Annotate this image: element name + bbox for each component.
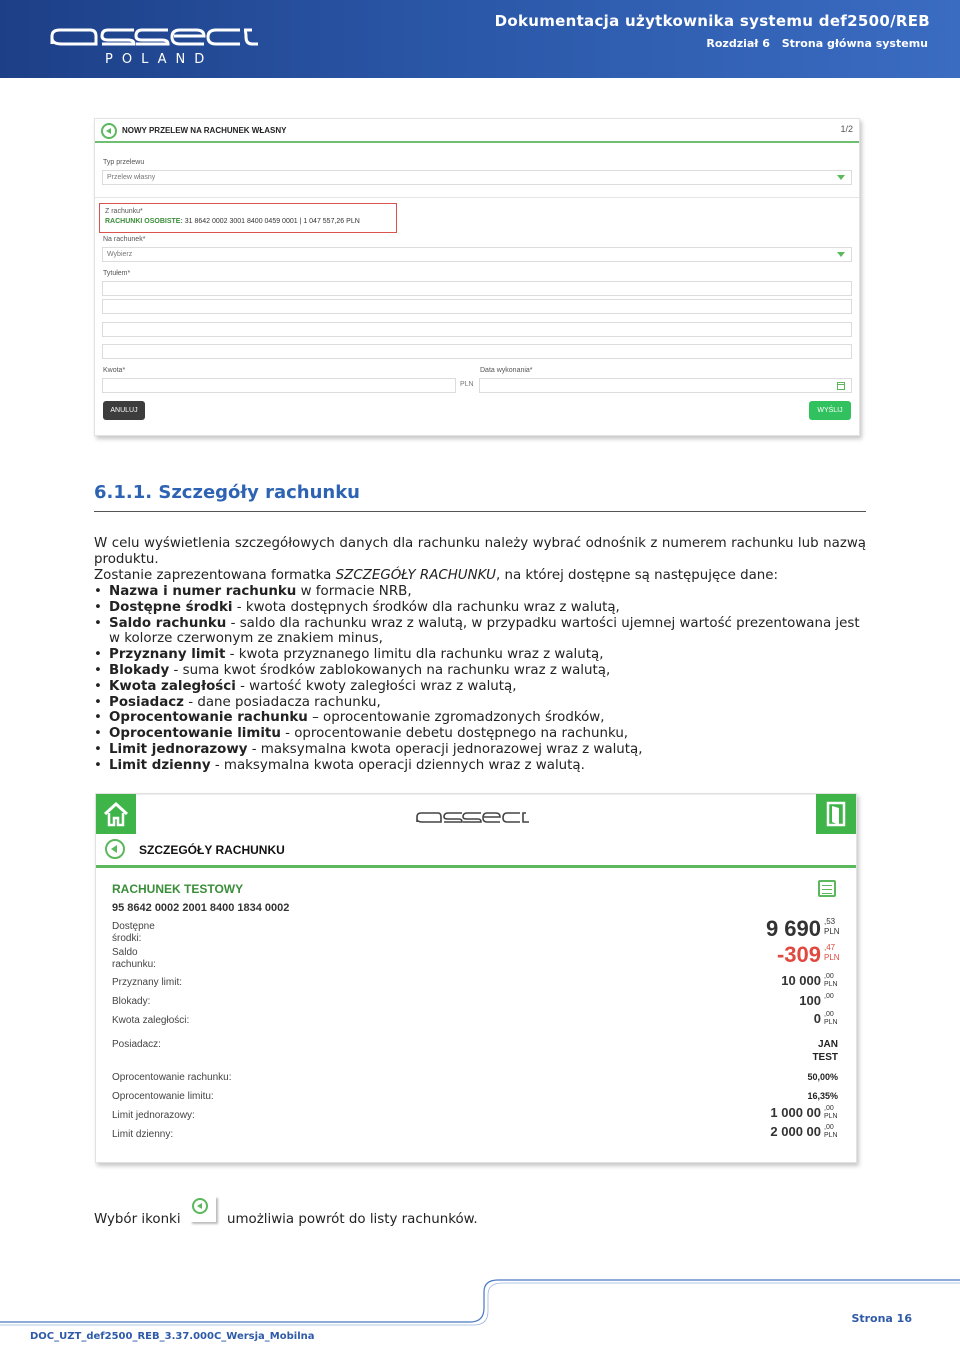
to-account-label: Na rachunek* (103, 236, 146, 243)
amount-int: 9 690 (765, 916, 821, 941)
list-item (94, 695, 866, 711)
list-item (94, 758, 866, 774)
account-number: 95 8642 0002 2001 8400 1834 0002 (112, 902, 290, 914)
amount-currency: PLN (460, 381, 474, 388)
back-icon (192, 1198, 208, 1214)
cancel-button[interactable]: ANULUJ (103, 401, 145, 420)
item-term: Limit dzienny (109, 757, 211, 773)
amount-dec-wrap (824, 1011, 838, 1027)
available-label: Dostępne środki: (112, 921, 155, 944)
amount-dec: ,53 (824, 917, 836, 926)
item-term: Przyznany limit (109, 647, 226, 663)
item-term: Dostępne środki (109, 599, 233, 615)
interest-account-value: 50,00% (807, 1072, 838, 1082)
list-item (94, 600, 866, 616)
amount-int: -309 (776, 942, 821, 967)
footer-curve (0, 1270, 960, 1330)
account-name-link[interactable]: RACHUNEK TESTOWY (112, 882, 244, 896)
amount-currency: PLN (824, 927, 840, 936)
item-term: Saldo rachunku (109, 615, 227, 631)
chapter-info (706, 37, 928, 50)
arrears-amount (814, 1011, 838, 1029)
title-input-4[interactable] (102, 344, 852, 359)
calendar-icon[interactable] (837, 382, 845, 390)
transfer-type-label: Typ przelewu (103, 159, 145, 166)
amount-dec: ,00 (824, 1011, 834, 1018)
page-header (0, 0, 960, 78)
balance-amount (777, 943, 838, 967)
chapter-title: Strona główna systemu (781, 37, 928, 50)
send-button[interactable]: WYŚLIJ (809, 401, 851, 420)
list-item (94, 679, 866, 695)
list-item (94, 742, 866, 758)
item-term: Limit jednorazowy (109, 741, 248, 757)
item-desc: - maksymalna kwota operacji jednorazowej wraz z walutą, (247, 741, 643, 757)
blocks-label: Blokady: (112, 996, 151, 1007)
from-account-box[interactable] (99, 203, 397, 233)
from-account-label: Z rachunku* (105, 208, 143, 215)
amount-input[interactable] (102, 378, 456, 393)
page-number: Strona 16 (851, 1312, 912, 1325)
title-input-3[interactable] (102, 322, 852, 337)
single-limit-label: Limit jednorazowy: (112, 1110, 195, 1121)
section-heading: 6.1.1. Szczegóły rachunku (94, 482, 866, 512)
title-input-2[interactable] (102, 299, 852, 314)
amount-int: 1 000 00 (770, 1105, 821, 1120)
daily-limit-label: Limit dzienny: (112, 1129, 174, 1140)
available-amount (766, 917, 838, 941)
amount-currency: PLN (824, 1132, 838, 1139)
icon-hint-text-end: umożliwia powrót do listy rachunków. (227, 1212, 478, 1227)
title-label: Tytułem* (103, 270, 131, 277)
item-desc: - wartość kwoty zaległości wraz z walutą, (235, 678, 517, 694)
arrears-label: Kwota zaległości: (112, 1015, 190, 1026)
icon-hint-text: Wybór ikonki (94, 1212, 181, 1227)
item-term: Kwota zaległości (109, 678, 236, 694)
account-details-screenshot (95, 793, 857, 1163)
amount-currency: PLN (824, 981, 838, 988)
item-desc: - suma kwot środków zablokowanych na rachunku wraz z walutą, (169, 662, 611, 678)
limit-label: Przyznany limit: (112, 977, 183, 988)
item-desc: w formacie NRB, (296, 584, 412, 599)
logout-icon (822, 800, 850, 828)
amount-int: 2 000 00 (770, 1124, 821, 1139)
interest-account-label: Oprocentowanie rachunku: (112, 1072, 232, 1083)
divider (95, 197, 859, 198)
amount-dec-wrap (824, 943, 838, 963)
intro-paragraph-2 (94, 568, 866, 584)
amount-dec-wrap (824, 1124, 838, 1140)
owner-label: Posiadacz: (112, 1039, 161, 1050)
form-topbar (95, 119, 859, 143)
header-border (136, 794, 818, 795)
inline-back-icon-box (190, 1196, 216, 1222)
item-desc: - oprocentowanie debetu dostępnego na rachunku, (280, 726, 629, 742)
logo-poland: POLAND (105, 52, 214, 67)
item-term: Posiadacz (109, 694, 184, 710)
balance-label: Saldo rachunku: (112, 947, 156, 970)
amount-dec: ,00 (824, 993, 834, 1000)
form-step: 1/2 (840, 124, 853, 134)
limit-amount (781, 973, 838, 991)
back-icon[interactable] (105, 839, 125, 859)
amount-dec: ,00 (824, 973, 834, 980)
list-item (94, 616, 866, 648)
transfer-type-value: Przelew własny (107, 174, 156, 181)
item-desc: - dane posiadacza rachunku, (183, 694, 381, 710)
list-item (94, 663, 866, 679)
document-id: DOC_UZT_def2500_REB_3.37.000C_Wersja_Mobilna (30, 1331, 315, 1342)
item-desc: - maksymalna kwota operacji dziennych wraz z walutą. (210, 757, 585, 773)
list-item (94, 584, 866, 600)
list-item (94, 726, 866, 742)
back-icon[interactable] (101, 123, 117, 139)
item-desc: – oprocentowanie zgromadzonych środków, (307, 710, 605, 726)
intro-paragraph: W celu wyświetlenia szczegółowych danych dla rachunku należy wybrać odnośnik z numerem rachunku lub nazwą produktu. (94, 536, 866, 567)
date-label: Data wykonania* (480, 367, 533, 374)
item-desc: - kwota przyznanego limitu dla rachunku wraz z walutą, (225, 647, 604, 663)
to-account-select[interactable] (102, 247, 852, 262)
amount-int: 100 (799, 993, 821, 1008)
amount-dec-wrap (824, 973, 838, 989)
amount-dec-wrap (824, 1105, 838, 1121)
asseco-logo (50, 22, 260, 72)
to-account-placeholder: Wybierz (107, 251, 133, 258)
asseco-logo (416, 810, 530, 824)
title-input-1[interactable] (102, 281, 852, 296)
item-term: Blokady (109, 662, 170, 678)
amount-dec: ,00 (824, 1124, 834, 1131)
amount-currency: PLN (824, 1113, 838, 1120)
intro2-text-end: , na której dostępne są następujęce dane: (495, 568, 779, 583)
list-item (94, 647, 866, 663)
form-title: NOWY PRZELEW NA RACHUNEK WŁASNY (122, 126, 287, 135)
logout-button[interactable] (816, 794, 856, 834)
item-desc: - kwota dostępnych środków dla rachunku wraz z walutą, (232, 599, 620, 615)
chapter-number: Rozdział 6 (706, 37, 770, 50)
details-title: SZCZEGÓŁY RACHUNKU (139, 843, 285, 857)
chevron-down-icon (837, 175, 845, 180)
amount-dec: ,47 (824, 943, 836, 952)
amount-currency: PLN (824, 953, 840, 962)
home-button[interactable] (96, 794, 136, 834)
daily-limit-amount (770, 1124, 838, 1142)
interest-limit-value: 16,35% (807, 1091, 838, 1101)
item-term: Nazwa i numer rachunku (109, 584, 297, 599)
amount-label: Kwota* (103, 367, 126, 374)
intro2-text: Zostanie zaprezentowana formatka (94, 568, 336, 583)
history-icon[interactable] (818, 880, 836, 897)
fields-list (94, 584, 866, 774)
item-term: Oprocentowanie limitu (109, 726, 281, 742)
date-input[interactable] (479, 378, 852, 393)
amount-int: 0 (813, 1011, 821, 1026)
form-name: SZCZEGÓŁY RACHUNKU (335, 568, 496, 583)
amount-dec-wrap (824, 993, 838, 1001)
from-account-line (105, 218, 391, 225)
list-item (94, 710, 866, 726)
item-term: Oprocentowanie rachunku (109, 710, 308, 726)
chevron-down-icon (837, 252, 845, 257)
document-title: Dokumentacja użytkownika systemu def2500/REB (494, 12, 930, 30)
amount-int: 10 000 (781, 973, 821, 988)
transfer-form-screenshot (94, 118, 860, 436)
from-account-prefix: RACHUNKI OSOBISTE: (105, 218, 183, 225)
amount-dec-wrap (824, 917, 838, 937)
transfer-type-select[interactable] (102, 170, 852, 185)
amount-currency: PLN (824, 1019, 838, 1026)
blocks-amount (799, 993, 838, 1011)
owner-last-name: TEST (812, 1052, 838, 1063)
title-underline (96, 865, 856, 868)
single-limit-amount (770, 1105, 838, 1123)
from-account-value: 31 8642 0002 3001 8400 0459 0001 | 1 047 557,26 PLN (184, 218, 360, 225)
owner-first-name: JAN (817, 1039, 838, 1050)
interest-limit-label: Oprocentowanie limitu: (112, 1091, 214, 1102)
item-desc: - saldo dla rachunku wraz z walutą, w przypadku wartości ujemnej wartość prezentowana jest w kolorze czerwonym ze znakiem minus, (109, 615, 860, 647)
amount-dec: ,00 (824, 1105, 834, 1112)
home-icon (102, 800, 130, 828)
